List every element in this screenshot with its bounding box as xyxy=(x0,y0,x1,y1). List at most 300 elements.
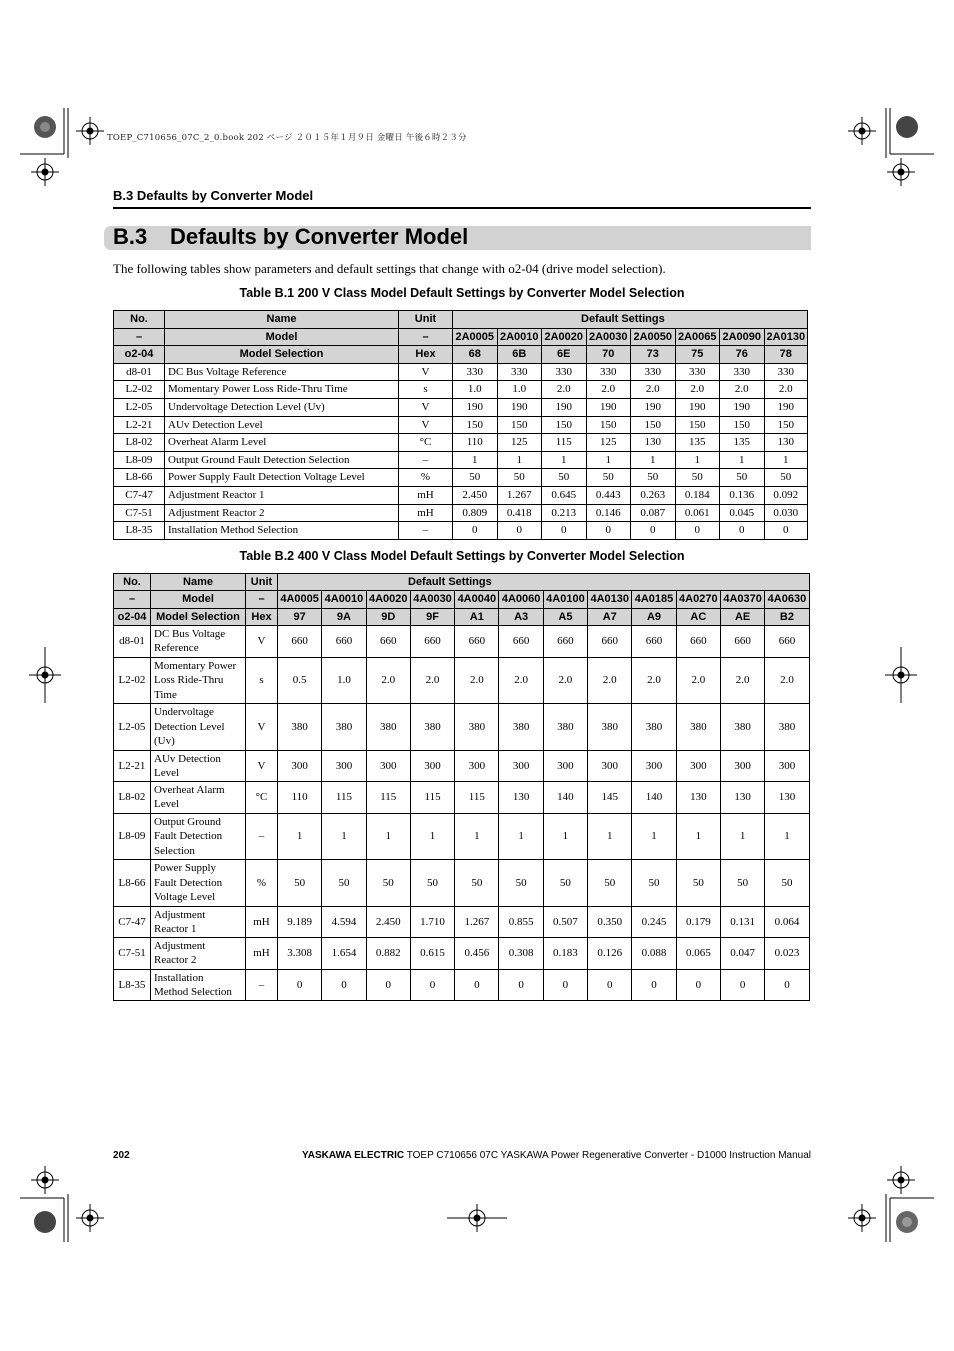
param-value: 50 xyxy=(586,469,631,487)
model-code: 2A0020 xyxy=(542,328,587,346)
param-value: 115 xyxy=(542,434,587,452)
param-value: 1.0 xyxy=(322,657,366,704)
param-value: 0.061 xyxy=(675,504,720,522)
param-unit: V xyxy=(246,750,278,782)
param-value: 50 xyxy=(453,469,498,487)
param-value: 380 xyxy=(543,704,587,751)
param-value: 130 xyxy=(676,782,720,814)
param-unit: V xyxy=(399,363,453,381)
print-header: TOEP_C710656_07C_2_0.book 202 ページ ２０１５年１月９日 金曜日 午後６時２３分 xyxy=(107,133,467,143)
model-code: 4A0130 xyxy=(588,591,632,608)
model-code: 4A0060 xyxy=(499,591,543,608)
param-value: 1 xyxy=(499,813,543,860)
param-unit: °C xyxy=(399,434,453,452)
param-value: 0 xyxy=(499,969,543,1001)
param-value: 1 xyxy=(720,451,765,469)
param-value: 50 xyxy=(720,860,764,907)
param-value: 380 xyxy=(366,704,410,751)
param-value: 50 xyxy=(542,469,587,487)
table-row xyxy=(114,782,810,814)
selection-label: Model Selection xyxy=(165,346,399,364)
param-value: 1 xyxy=(676,813,720,860)
param-value: 660 xyxy=(632,626,676,658)
param-value: 660 xyxy=(499,626,543,658)
param-value: 0.030 xyxy=(764,504,808,522)
model-code: 4A0020 xyxy=(366,591,410,608)
table-row xyxy=(114,469,808,487)
selection-hex: 9D xyxy=(366,608,410,625)
param-no: C7-47 xyxy=(114,906,151,938)
param-value: 330 xyxy=(586,363,631,381)
param-value: 50 xyxy=(278,860,322,907)
param-value: 190 xyxy=(586,398,631,416)
param-value: 0.308 xyxy=(499,938,543,970)
selection-hex: A1 xyxy=(455,608,499,625)
param-value: 300 xyxy=(410,750,454,782)
param-name: Momentary Power Loss Ride-Thru Time xyxy=(151,657,246,704)
param-value: 0 xyxy=(764,522,808,540)
param-value: 0.245 xyxy=(632,906,676,938)
param-value: 130 xyxy=(765,782,809,814)
param-name: Installation Method Selection xyxy=(165,522,399,540)
intro-paragraph: The following tables show parameters and default settings that change with o2-04 (drive model selection). xyxy=(113,261,666,276)
table-header-row xyxy=(114,574,810,591)
param-value: 0.179 xyxy=(676,906,720,938)
table-row xyxy=(114,434,808,452)
param-value: 0 xyxy=(720,522,765,540)
param-value: 50 xyxy=(765,860,809,907)
param-unit: – xyxy=(246,969,278,1001)
param-value: 1 xyxy=(720,813,764,860)
param-value: 0.064 xyxy=(765,906,809,938)
param-name: DC Bus Voltage Reference xyxy=(151,626,246,658)
param-value: 380 xyxy=(765,704,809,751)
param-no: L8-35 xyxy=(114,969,151,1001)
param-value: 9.189 xyxy=(278,906,322,938)
table-row xyxy=(114,486,808,504)
param-value: 1 xyxy=(765,813,809,860)
param-value: 300 xyxy=(588,750,632,782)
table-row xyxy=(114,522,808,540)
param-value: 0.350 xyxy=(588,906,632,938)
param-no: L8-02 xyxy=(114,434,165,452)
selection-hex: A5 xyxy=(543,608,587,625)
param-value: 0.456 xyxy=(455,938,499,970)
param-value: 0 xyxy=(632,969,676,1001)
param-value: 380 xyxy=(588,704,632,751)
selection-hex: 78 xyxy=(764,346,808,364)
table-row xyxy=(114,381,808,399)
param-unit: mH xyxy=(399,504,453,522)
param-value: 660 xyxy=(455,626,499,658)
param-value: 330 xyxy=(453,363,498,381)
param-value: 50 xyxy=(631,469,676,487)
param-value: 50 xyxy=(675,469,720,487)
param-value: 150 xyxy=(720,416,765,434)
param-name: Overheat Alarm Level xyxy=(151,782,246,814)
param-value: 0 xyxy=(765,969,809,1001)
param-value: 50 xyxy=(632,860,676,907)
selection-hex: 75 xyxy=(675,346,720,364)
param-value: 150 xyxy=(631,416,676,434)
selection-hex: 9A xyxy=(322,608,366,625)
param-value: 2.0 xyxy=(586,381,631,399)
header-unit: Unit xyxy=(399,311,453,329)
param-name: Momentary Power Loss Ride-Thru Time xyxy=(165,381,399,399)
param-no: d8-01 xyxy=(114,363,165,381)
param-value: 380 xyxy=(455,704,499,751)
model-selection-row xyxy=(114,608,810,625)
param-value: 50 xyxy=(366,860,410,907)
param-value: 3.308 xyxy=(278,938,322,970)
selection-hex: 97 xyxy=(278,608,322,625)
param-unit: V xyxy=(246,626,278,658)
param-value: 1 xyxy=(632,813,676,860)
footer-manual-title xyxy=(302,1150,811,1161)
param-value: 2.0 xyxy=(675,381,720,399)
param-value: 2.0 xyxy=(676,657,720,704)
param-value: 190 xyxy=(497,398,542,416)
param-no: L2-21 xyxy=(114,416,165,434)
param-value: 0 xyxy=(453,522,498,540)
param-name: Adjustment Reactor 2 xyxy=(165,504,399,522)
param-value: 0 xyxy=(410,969,454,1001)
param-value: 0 xyxy=(543,969,587,1001)
selection-hex: A9 xyxy=(632,608,676,625)
param-value: 140 xyxy=(632,782,676,814)
param-no: L8-09 xyxy=(114,813,151,860)
param-name: Undervoltage Detection Level (Uv) xyxy=(151,704,246,751)
header-default-settings: Default Settings xyxy=(278,574,810,591)
model-no: – xyxy=(114,591,151,608)
param-value: 1.267 xyxy=(455,906,499,938)
table2-caption: Table B.2 400 V Class Model Default Settings by Converter Model Selection xyxy=(239,549,685,563)
table-row xyxy=(114,813,810,860)
param-value: 300 xyxy=(499,750,543,782)
param-value: 50 xyxy=(499,860,543,907)
param-unit: – xyxy=(399,522,453,540)
table-row xyxy=(114,451,808,469)
param-value: 1 xyxy=(586,451,631,469)
param-value: 50 xyxy=(497,469,542,487)
param-value: 380 xyxy=(278,704,322,751)
selection-hex: AE xyxy=(720,608,764,625)
param-value: 300 xyxy=(366,750,410,782)
param-value: 0.131 xyxy=(720,906,764,938)
param-value: 330 xyxy=(631,363,676,381)
table-row xyxy=(114,657,810,704)
param-value: 190 xyxy=(453,398,498,416)
param-value: 1 xyxy=(453,451,498,469)
selection-hex: A3 xyxy=(499,608,543,625)
param-value: 330 xyxy=(497,363,542,381)
param-unit: – xyxy=(246,813,278,860)
param-value: 50 xyxy=(720,469,765,487)
model-label: Model xyxy=(165,328,399,346)
param-value: 115 xyxy=(410,782,454,814)
running-header: B.3 Defaults by Converter Model xyxy=(113,188,314,203)
param-value: 660 xyxy=(720,626,764,658)
param-value: 300 xyxy=(632,750,676,782)
model-code: 2A0005 xyxy=(453,328,498,346)
param-value: 0.047 xyxy=(720,938,764,970)
param-value: 110 xyxy=(453,434,498,452)
param-name: Installation Method Selection xyxy=(151,969,246,1001)
table-row xyxy=(114,416,808,434)
param-value: 4.594 xyxy=(322,906,366,938)
param-name: Power Supply Fault Detection Voltage Level xyxy=(151,860,246,907)
section-number: B.3 xyxy=(113,224,148,249)
model-code: 4A0630 xyxy=(765,591,809,608)
param-unit: – xyxy=(399,451,453,469)
param-unit: V xyxy=(399,398,453,416)
param-value: 50 xyxy=(455,860,499,907)
table-row xyxy=(114,938,810,970)
param-unit: mH xyxy=(246,938,278,970)
param-unit: % xyxy=(399,469,453,487)
selection-hex: 68 xyxy=(453,346,498,364)
selection-hex: 6B xyxy=(497,346,542,364)
selection-hex: 76 xyxy=(720,346,765,364)
param-value: 2.0 xyxy=(499,657,543,704)
param-value: 660 xyxy=(278,626,322,658)
param-value: 150 xyxy=(542,416,587,434)
param-value: 0.045 xyxy=(720,504,765,522)
param-value: 660 xyxy=(588,626,632,658)
param-value: 2.0 xyxy=(455,657,499,704)
selection-hex: B2 xyxy=(765,608,809,625)
param-value: 115 xyxy=(366,782,410,814)
param-value: 2.0 xyxy=(366,657,410,704)
param-no: L8-66 xyxy=(114,469,165,487)
param-value: 0 xyxy=(720,969,764,1001)
param-value: 150 xyxy=(764,416,808,434)
param-value: 125 xyxy=(497,434,542,452)
selection-unit: Hex xyxy=(399,346,453,364)
model-code: 4A0100 xyxy=(543,591,587,608)
table-row xyxy=(114,398,808,416)
param-no: C7-51 xyxy=(114,938,151,970)
param-value: 50 xyxy=(676,860,720,907)
header-name: Name xyxy=(151,574,246,591)
param-value: 2.450 xyxy=(366,906,410,938)
param-value: 0.146 xyxy=(586,504,631,522)
param-value: 380 xyxy=(632,704,676,751)
param-value: 130 xyxy=(764,434,808,452)
param-value: 0 xyxy=(676,969,720,1001)
param-value: 0 xyxy=(631,522,676,540)
param-value: 2.0 xyxy=(588,657,632,704)
model-code: 4A0370 xyxy=(720,591,764,608)
param-no: L8-66 xyxy=(114,860,151,907)
param-value: 300 xyxy=(676,750,720,782)
param-value: 1 xyxy=(455,813,499,860)
param-value: 0.023 xyxy=(765,938,809,970)
param-value: 130 xyxy=(720,782,764,814)
param-value: 1 xyxy=(588,813,632,860)
selection-hex: 70 xyxy=(586,346,631,364)
param-value: 300 xyxy=(720,750,764,782)
param-no: L2-02 xyxy=(114,381,165,399)
param-value: 1 xyxy=(322,813,366,860)
param-no: L2-05 xyxy=(114,398,165,416)
selection-hex: AC xyxy=(676,608,720,625)
selection-hex: 73 xyxy=(631,346,676,364)
param-value: 0 xyxy=(497,522,542,540)
param-value: 380 xyxy=(322,704,366,751)
param-no: L2-02 xyxy=(114,657,151,704)
param-value: 50 xyxy=(543,860,587,907)
header-unit: Unit xyxy=(246,574,278,591)
model-code: 2A0010 xyxy=(497,328,542,346)
param-value: 0.443 xyxy=(586,486,631,504)
table1-caption: Table B.1 200 V Class Model Default Settings by Converter Model Selection xyxy=(239,286,685,300)
section-title xyxy=(113,224,468,250)
table-row xyxy=(114,504,808,522)
param-value: 190 xyxy=(675,398,720,416)
param-value: 130 xyxy=(631,434,676,452)
param-value: 1.267 xyxy=(497,486,542,504)
model-no: – xyxy=(114,328,165,346)
param-value: 1 xyxy=(631,451,676,469)
selection-label: Model Selection xyxy=(151,608,246,625)
param-name: Output Ground Fault Detection Selection xyxy=(165,451,399,469)
param-value: 0 xyxy=(542,522,587,540)
param-value: 1 xyxy=(497,451,542,469)
param-value: 50 xyxy=(410,860,454,907)
header-no: No. xyxy=(114,574,151,591)
param-value: 1.0 xyxy=(453,381,498,399)
param-name: Power Supply Fault Detection Voltage Level xyxy=(165,469,399,487)
param-value: 125 xyxy=(586,434,631,452)
param-value: 660 xyxy=(366,626,410,658)
model-code: 2A0090 xyxy=(720,328,765,346)
param-value: 1 xyxy=(764,451,808,469)
param-name: AUv Detection Level xyxy=(151,750,246,782)
param-value: 145 xyxy=(588,782,632,814)
param-unit: s xyxy=(399,381,453,399)
param-value: 1 xyxy=(543,813,587,860)
model-row xyxy=(114,328,808,346)
param-value: 0.615 xyxy=(410,938,454,970)
model-code: 2A0030 xyxy=(586,328,631,346)
param-value: 380 xyxy=(499,704,543,751)
table-row xyxy=(114,969,810,1001)
param-unit: % xyxy=(246,860,278,907)
param-value: 380 xyxy=(720,704,764,751)
selection-no: o2-04 xyxy=(114,608,151,625)
param-value: 2.0 xyxy=(631,381,676,399)
param-value: 1 xyxy=(410,813,454,860)
model-unit: – xyxy=(399,328,453,346)
param-name: Adjustment Reactor 2 xyxy=(151,938,246,970)
param-value: 0.087 xyxy=(631,504,676,522)
model-code: 4A0005 xyxy=(278,591,322,608)
param-value: 0.809 xyxy=(453,504,498,522)
model-unit: – xyxy=(246,591,278,608)
param-value: 0 xyxy=(278,969,322,1001)
param-value: 0.855 xyxy=(499,906,543,938)
param-value: 0 xyxy=(322,969,366,1001)
param-value: 2.0 xyxy=(410,657,454,704)
param-value: 0.5 xyxy=(278,657,322,704)
param-value: 330 xyxy=(764,363,808,381)
param-value: 0.092 xyxy=(764,486,808,504)
table-row xyxy=(114,906,810,938)
param-value: 0.183 xyxy=(543,938,587,970)
param-unit: s xyxy=(246,657,278,704)
param-value: 300 xyxy=(455,750,499,782)
param-name: AUv Detection Level xyxy=(165,416,399,434)
param-no: C7-51 xyxy=(114,504,165,522)
param-value: 2.450 xyxy=(453,486,498,504)
param-value: 0.088 xyxy=(632,938,676,970)
table-header-row xyxy=(114,311,808,329)
param-unit: mH xyxy=(246,906,278,938)
param-value: 2.0 xyxy=(632,657,676,704)
param-name: DC Bus Voltage Reference xyxy=(165,363,399,381)
param-value: 150 xyxy=(586,416,631,434)
param-value: 660 xyxy=(676,626,720,658)
param-unit: mH xyxy=(399,486,453,504)
param-value: 0.213 xyxy=(542,504,587,522)
model-code: 2A0065 xyxy=(675,328,720,346)
param-value: 0.184 xyxy=(675,486,720,504)
model-label: Model xyxy=(151,591,246,608)
table-row xyxy=(114,750,810,782)
table-200v-defaults xyxy=(113,310,808,540)
param-unit: V xyxy=(246,704,278,751)
param-value: 300 xyxy=(543,750,587,782)
param-no: d8-01 xyxy=(114,626,151,658)
param-value: 50 xyxy=(764,469,808,487)
param-value: 150 xyxy=(453,416,498,434)
param-value: 115 xyxy=(455,782,499,814)
header-rule xyxy=(113,207,811,209)
param-value: 1 xyxy=(542,451,587,469)
param-value: 0.418 xyxy=(497,504,542,522)
param-value: 0.065 xyxy=(676,938,720,970)
param-unit: °C xyxy=(246,782,278,814)
param-value: 300 xyxy=(322,750,366,782)
model-row xyxy=(114,591,810,608)
param-value: 0 xyxy=(675,522,720,540)
param-value: 1 xyxy=(366,813,410,860)
model-code: 4A0030 xyxy=(410,591,454,608)
param-value: 660 xyxy=(322,626,366,658)
selection-unit: Hex xyxy=(246,608,278,625)
param-value: 2.0 xyxy=(720,381,765,399)
param-value: 0.136 xyxy=(720,486,765,504)
param-value: 300 xyxy=(765,750,809,782)
param-value: 190 xyxy=(764,398,808,416)
param-no: C7-47 xyxy=(114,486,165,504)
param-value: 1.0 xyxy=(497,381,542,399)
table-row xyxy=(114,860,810,907)
param-value: 1 xyxy=(278,813,322,860)
param-value: 330 xyxy=(720,363,765,381)
param-value: 150 xyxy=(497,416,542,434)
param-value: 2.0 xyxy=(720,657,764,704)
model-code: 4A0185 xyxy=(632,591,676,608)
table-row xyxy=(114,704,810,751)
header-no: No. xyxy=(114,311,165,329)
param-name: Output Ground Fault Detection Selection xyxy=(151,813,246,860)
param-name: Overheat Alarm Level xyxy=(165,434,399,452)
param-value: 0 xyxy=(588,969,632,1001)
param-no: L2-05 xyxy=(114,704,151,751)
model-code: 2A0050 xyxy=(631,328,676,346)
